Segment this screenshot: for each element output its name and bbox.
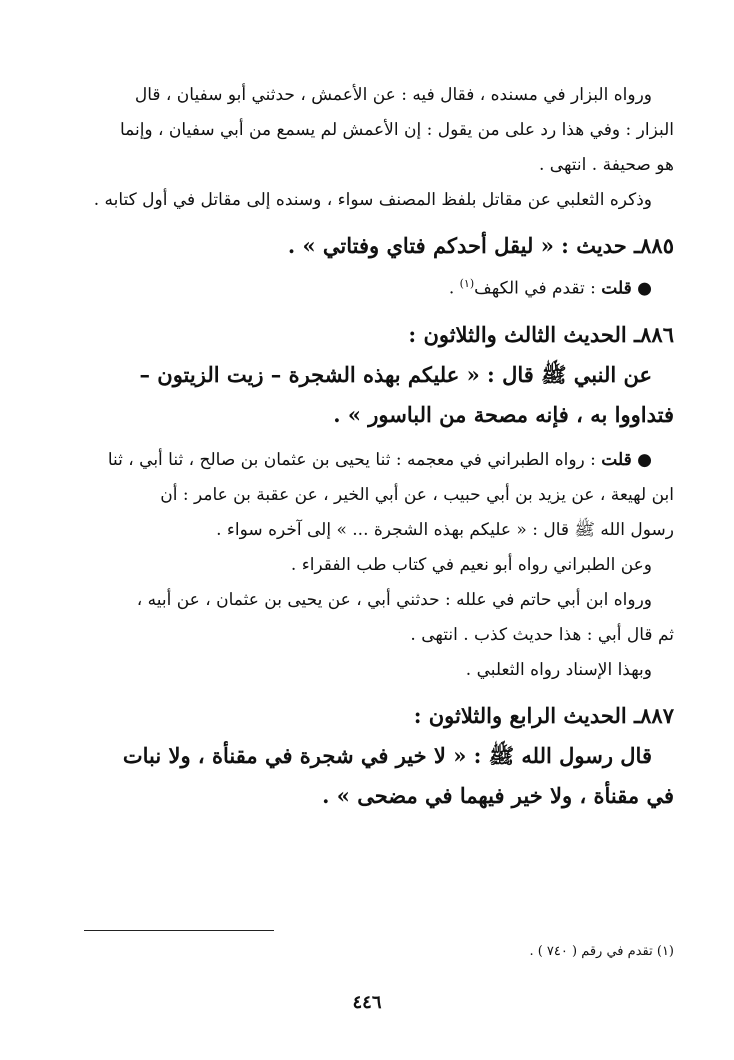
- bullet-icon: ●: [637, 278, 652, 299]
- bullet-icon: ●: [637, 449, 652, 470]
- page-body: [84, 78, 674, 1038]
- page-number: ٤٤٦: [352, 992, 382, 1013]
- qultu-label: قلت: [601, 278, 632, 299]
- para-886-b2: ثم قال أبي : هذا حديث كذب . انتهى .: [410, 624, 674, 645]
- qultu-886-text: : رواه الطبراني في معجمه : ثنا يحيى بن عثمان بن صالح ، ثنا أبي ، ثنا: [107, 449, 596, 470]
- qultu-886-line3: رسول الله ﷺ قال : « عليكم بهذه الشجرة ... » إلى آخره سواء .: [216, 519, 674, 540]
- hadith-886-line1: عن النبي ﷺ قال : « عليكم بهذه الشجرة – زيت الزيتون –: [139, 361, 652, 387]
- para-886-b1: ورواه ابن أبي حاتم في علله : حدثني أبي ، عن يحيى بن عثمان ، عن أبيه ،: [136, 589, 652, 610]
- qultu-885-end: .: [448, 278, 460, 299]
- qultu-885-text: : تقدم في الكهف: [474, 278, 596, 299]
- footnote: (١) تقدم في رقم ( ٧٤٠ ) .: [529, 944, 674, 959]
- qultu-885: [84, 266, 674, 307]
- hadith-885-heading: ٨٨٥ـ حديث : « ليقل أحدكم فتاي وفتاتي » .: [287, 233, 674, 258]
- para-886-a: وعن الطبراني رواه أبو نعيم في كتاب طب الفقراء .: [290, 554, 652, 575]
- para1-line2: البزار : وفي هذا رد على من يقول : إن الأعمش لم يسمع من أبي سفيان ، وإنما: [119, 120, 674, 140]
- qultu-886-line1: [84, 443, 674, 478]
- footnote-ref: (١): [459, 277, 475, 290]
- para1-line1: ورواه البزار في مسنده ، فقال فيه : عن الأعمش ، حدثني أبو سفيان ، قال: [134, 85, 652, 105]
- hadith-887-title: ٨٨٧ـ الحديث الرابع والثلاثون :: [413, 702, 674, 728]
- qultu-label: قلت: [601, 449, 632, 470]
- para2: وذكره الثعلبي عن مقاتل بلفظ المصنف سواء ، وسنده إلى مقاتل في أول كتابه .: [93, 190, 652, 210]
- para-886-c: وبهذا الإسناد رواه الثعلبي .: [465, 659, 652, 680]
- qultu-886-line2: ابن لهيعة ، عن يزيد بن أبي حبيب ، عن أبي الخير ، عن عقبة بن عامر : أن: [160, 484, 674, 505]
- hadith-886-title: ٨٨٦ـ الحديث الثالث والثلاثون :: [408, 321, 674, 347]
- footnote-divider: [84, 930, 274, 931]
- hadith-887-line1: قال رسول الله ﷺ : « لا خير في شجرة في مقنأة ، ولا نبات: [122, 742, 652, 768]
- hadith-886-line2: فتداووا به ، فإنه مصحة من الباسور » .: [333, 401, 674, 427]
- para1-line3: هو صحيفة . انتهى .: [538, 155, 674, 175]
- hadith-887-line2: في مقنأة ، ولا خير فيهما في مضحى » .: [322, 782, 674, 808]
